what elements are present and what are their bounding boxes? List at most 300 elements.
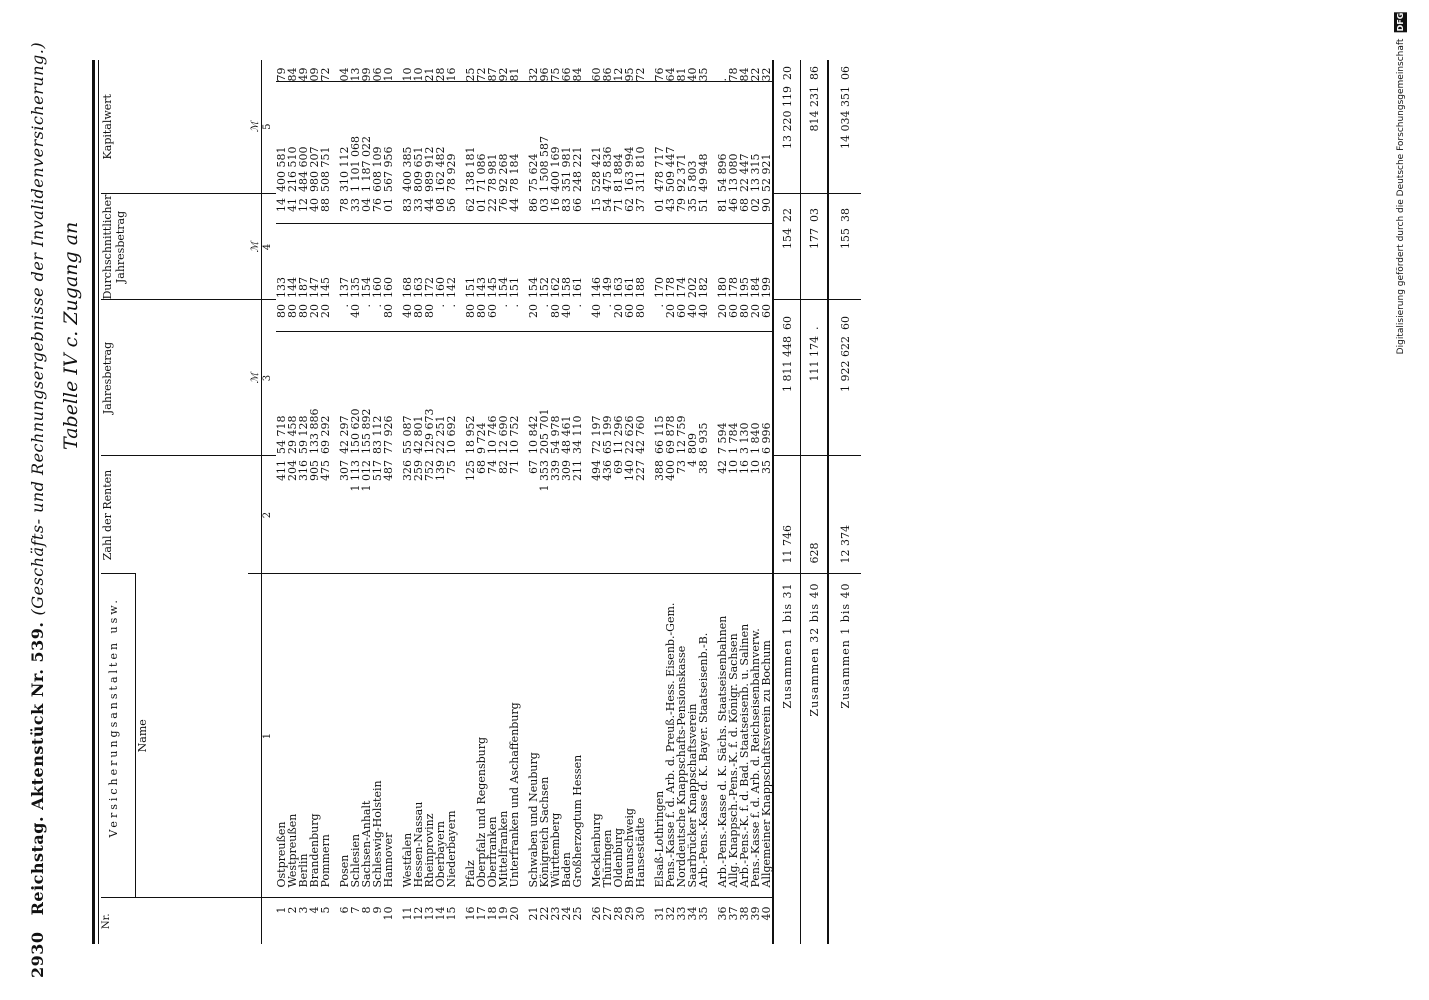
jahresbetrag-pf: 80 [549, 303, 562, 318]
row-number: 27 [602, 898, 613, 944]
table-body [276, 60, 861, 944]
kapitalwert-mark: 809 651 [413, 82, 424, 194]
jahresbetrag-mark: 34 110 [572, 332, 583, 456]
totals-durchschnitt-pf: 38 [828, 194, 861, 224]
row-name: Thüringen [602, 574, 613, 898]
renten-count: 38 [697, 460, 710, 474]
totals-kapitalwert-pf: 06 [838, 65, 852, 80]
durchschnitt-mark: 151 [509, 224, 520, 300]
data-table [101, 60, 861, 944]
credit-text: Digitalisierung gefördert durch die Deutsche Forschungsgemeinschaft [1396, 38, 1406, 355]
renten-count: 82 [497, 460, 510, 474]
jahresbetrag-pf: . [371, 303, 384, 308]
row-number: 33 [676, 898, 687, 944]
totals-jahresbetrag-pf: 60 [828, 300, 861, 332]
kapitalwert-pf: 81 [508, 67, 521, 82]
col-header-kapitalwert: Kapitalwert [101, 94, 114, 160]
durchschnitt-pf: 78 [338, 197, 351, 212]
durchschnitt-mark: 160 [383, 224, 394, 300]
row-name: Schlesien [350, 574, 361, 898]
kapitalwert-mark: 478 717 [654, 82, 665, 194]
column-number: 2 [262, 456, 277, 574]
totals-durchschnitt-mark: 155 [838, 227, 852, 249]
durchschnitt-pf: 44 [508, 197, 521, 212]
table-row [446, 60, 457, 944]
totals-label: Zusammen 1 bis 31 [773, 574, 801, 944]
row-number: 15 [446, 898, 457, 944]
jahresbetrag-pf: 20 [308, 303, 321, 318]
totals-durchschnitt-pf: 03 [801, 194, 829, 224]
durchschnitt-pf: 04 [360, 197, 373, 212]
group-spacer [583, 60, 591, 944]
totals-label: Zusammen 32 bis 40 [801, 574, 829, 944]
durchschnitt-pf: 08 [434, 197, 447, 212]
kapitalwert-mark: 92 268 [498, 82, 509, 194]
jahresbetrag-mark: 809 [687, 332, 698, 456]
durchschnitt-mark: 154 [498, 224, 509, 300]
row-name: Württemberg [550, 574, 561, 898]
page-header [28, 42, 47, 978]
table-title: Tabelle IV c. Zugang an [60, 221, 82, 450]
table-row [550, 60, 561, 944]
group-spacer [457, 60, 465, 944]
jahresbetrag-pf: 80 [275, 303, 288, 318]
durchschnitt-pf: 90 [760, 197, 773, 212]
totals-kapitalwert-mark: 13 220 119 [773, 82, 801, 194]
jahresbetrag-pf: 40 [686, 303, 699, 318]
kapitalwert-mark: 1 508 587 [539, 82, 550, 194]
kapitalwert-pf: 76 [653, 67, 666, 82]
kapitalwert-pf: 10 [412, 67, 425, 82]
durchschnitt-pf: 81 [716, 197, 729, 212]
column-number: 4 [262, 194, 277, 300]
row-name: Niederbayern [446, 574, 457, 898]
kapitalwert-mark: 980 207 [309, 82, 320, 194]
jahresbetrag-pf: 40 [560, 303, 573, 318]
jahresbetrag-pf: . [445, 303, 458, 308]
renten-count: 307 [338, 460, 351, 481]
durchschnitt-pf: 41 [286, 197, 299, 212]
totals-jahresbetrag-mark: 111 174 [801, 332, 829, 456]
durchschnitt-mark: 160 [435, 224, 446, 300]
jahresbetrag-pf: . [338, 303, 351, 308]
row-name: Mecklenburg [591, 574, 602, 898]
jahresbetrag-mark: 29 458 [287, 332, 298, 456]
renten-count: 67 [527, 460, 540, 474]
row-name: Pens.-Kasse f. d. Arb. d. Reichseisenbahnverw. [750, 574, 761, 898]
kapitalwert-pf: 99 [360, 67, 373, 82]
durchschnitt-mark: 154 [528, 224, 539, 300]
durchschnitt-mark: 133 [276, 224, 287, 300]
durchschnitt-pf: 12 [297, 197, 310, 212]
jahresbetrag-mark: 10 752 [509, 332, 520, 456]
durchschnitt-pf: 22 [486, 197, 499, 212]
jahresbetrag-mark: 6 935 [698, 332, 709, 456]
renten-count: 316 [297, 460, 310, 481]
row-number: 30 [635, 898, 646, 944]
row-name: Hansestädte [635, 574, 646, 898]
unit-label: ℳ [250, 121, 261, 133]
durchschnitt-pf: 01 [653, 197, 666, 212]
kapitalwert-mark: 92 371 [676, 82, 687, 194]
kapitalwert-pf: 96 [538, 67, 551, 82]
jahresbetrag-pf: 40 [590, 303, 603, 318]
row-name: Westpreußen [287, 574, 298, 898]
jahresbetrag-mark: 72 197 [591, 332, 602, 456]
col-group-header: Versicherungsanstalten usw. [101, 574, 136, 898]
renten-count: 16 [738, 460, 751, 474]
kapitalwert-mark: 509 447 [665, 82, 676, 194]
kapitalwert-mark: 138 181 [465, 82, 476, 194]
jahresbetrag-mark: 11 296 [613, 332, 624, 456]
row-name: Hessen-Nassau [413, 574, 424, 898]
row-name: Brandenburg [309, 574, 320, 898]
row-number: 5 [320, 898, 331, 944]
durchschnitt-mark: 151 [465, 224, 476, 300]
row-name: Elsaß-Lothringen [654, 574, 665, 898]
durchschnitt-mark: 184 [750, 224, 761, 300]
kapitalwert-pf: 22 [749, 67, 762, 82]
row-name: Unterfranken und Aschaffenburg [509, 574, 520, 898]
row-name: Oberfranken [487, 574, 498, 898]
table-row [287, 60, 298, 944]
jahresbetrag-mark: 133 886 [309, 332, 320, 456]
renten-count: 487 [382, 460, 395, 481]
jahresbetrag-mark: 42 297 [339, 332, 350, 456]
renten-count: 73 [675, 460, 688, 474]
row-number: 18 [487, 898, 498, 944]
jahresbetrag-mark: 3 130 [739, 332, 750, 456]
row-name: Oldenburg [613, 574, 624, 898]
row-name: Großherzogtum Hessen [572, 574, 583, 898]
renten-count: 4 [686, 460, 699, 467]
row-name: Schleswig-Holstein [372, 574, 383, 898]
durchschnitt-pf: 02 [749, 197, 762, 212]
totals-label: Zusammen 1 bis 40 [828, 574, 861, 944]
durchschnitt-mark: 146 [591, 224, 602, 300]
jahresbetrag-mark: 205 701 [539, 332, 550, 456]
kapitalwert-mark: 400 385 [402, 82, 413, 194]
row-number: 23 [550, 898, 561, 944]
jahresbetrag-pf: 20 [527, 303, 540, 318]
durchschnitt-mark: 154 [361, 224, 372, 300]
row-number: 2 [287, 898, 298, 944]
kapitalwert-mark: 567 956 [383, 82, 394, 194]
document-title: Reichstag. Aktenstück Nr. 539. [28, 621, 47, 916]
jahresbetrag-pf: 80 [634, 303, 647, 318]
durchschnitt-pf: 43 [664, 197, 677, 212]
row-number: 14 [435, 898, 446, 944]
durchschnitt-mark: 149 [602, 224, 613, 300]
kapitalwert-pf: 92 [497, 67, 510, 82]
kapitalwert-pf: 84 [571, 67, 584, 82]
row-number: 19 [498, 898, 509, 944]
table-row [635, 60, 646, 944]
row-number: 21 [528, 898, 539, 944]
row-number: 32 [665, 898, 676, 944]
row-name: Berlin [298, 574, 309, 898]
row-number: 35 [698, 898, 709, 944]
totals-renten: 11 746 [773, 456, 801, 574]
jahresbetrag-mark: 10 842 [528, 332, 539, 456]
jahresbetrag-mark: 59 128 [298, 332, 309, 456]
durchschnitt-mark: 195 [739, 224, 750, 300]
jahresbetrag-mark: 1 840 [750, 332, 761, 456]
kapitalwert-pf: 79 [275, 67, 288, 82]
table-row [539, 60, 550, 944]
totals-kapitalwert-mark: 814 231 [801, 82, 829, 194]
row-number: 36 [717, 898, 728, 944]
jahresbetrag-mark: 42 801 [413, 332, 424, 456]
totals-durchschnitt-pf: 22 [773, 194, 801, 224]
kapitalwert-mark: 162 482 [435, 82, 446, 194]
durchschnitt-pf: 01 [475, 197, 488, 212]
row-number: 1 [276, 898, 287, 944]
jahresbetrag-pf: 60 [760, 303, 773, 318]
jahresbetrag-pf: 40 [349, 303, 362, 318]
kapitalwert-pf: 78 [727, 67, 740, 82]
kapitalwert-pf: 95 [623, 67, 636, 82]
kapitalwert-pf: 04 [338, 67, 351, 82]
row-name: Sachsen-Anhalt [361, 574, 372, 898]
jahresbetrag-mark: 69 292 [320, 332, 331, 456]
row-name: Braunschweig [624, 574, 635, 898]
unit-label: ℳ [250, 372, 261, 384]
jahresbetrag-mark: 155 892 [361, 332, 372, 456]
jahresbetrag-pf: 80 [412, 303, 425, 318]
jahresbetrag-mark: 69 878 [665, 332, 676, 456]
column-number: 3 [262, 300, 277, 456]
column-number: 1 [262, 574, 277, 898]
table-row [320, 60, 331, 944]
row-number: 17 [476, 898, 487, 944]
jahresbetrag-mark: 83 112 [372, 332, 383, 456]
durchschnitt-mark: 199 [761, 224, 773, 300]
row-number: 24 [561, 898, 572, 944]
row-name: Ostpreußen [276, 574, 287, 898]
jahresbetrag-mark: 55 087 [402, 332, 413, 456]
totals-jahresbetrag-mark: 1 922 622 [838, 336, 852, 392]
durchschnitt-pf: 33 [412, 197, 425, 212]
durchschnitt-mark: 178 [665, 224, 676, 300]
row-number: 12 [413, 898, 424, 944]
row-name: Hannover [383, 574, 394, 898]
renten-count: 411 [275, 460, 288, 481]
jahresbetrag-pf: . [508, 303, 521, 308]
jahresbetrag-mark: 66 115 [654, 332, 665, 456]
kapitalwert-mark: 78 184 [509, 82, 520, 194]
durchschnitt-pf: 68 [738, 197, 751, 212]
durchschnitt-pf: 03 [538, 197, 551, 212]
table-row [624, 60, 635, 944]
col-header-nr: Nr. [101, 898, 248, 944]
row-name: Baden [561, 574, 572, 898]
row-number: 25 [572, 898, 583, 944]
kapitalwert-mark: 71 086 [476, 82, 487, 194]
kapitalwert-mark: 81 884 [613, 82, 624, 194]
jahresbetrag-mark: 1 784 [728, 332, 739, 456]
durchschnitt-mark: 135 [350, 224, 361, 300]
table-row [298, 60, 309, 944]
jahresbetrag-pf: 80 [475, 303, 488, 318]
kapitalwert-mark: 52 921 [761, 82, 773, 194]
kapitalwert-mark: 400 169 [550, 82, 561, 194]
totals-renten: 12 374 [828, 456, 861, 574]
totals-jahresbetrag-pf: 60 [773, 300, 801, 332]
durchschnitt-pf: 76 [497, 197, 510, 212]
jahresbetrag-pf: 20 [319, 303, 332, 318]
durchschnitt-mark: 147 [309, 224, 320, 300]
jahresbetrag-mark: 7 594 [717, 332, 728, 456]
row-number: 3 [298, 898, 309, 944]
renten-count: 69 [612, 460, 625, 474]
row-name: Oberpfalz und Regensburg [476, 574, 487, 898]
jahresbetrag-mark: 10 692 [446, 332, 457, 456]
row-number: 29 [624, 898, 635, 944]
kapitalwert-mark: 508 751 [320, 82, 331, 194]
row-name: Pens.-Kasse f. d. Arb. d. Preuß.-Hess. Eisenb.-Gem. [665, 574, 676, 898]
kapitalwert-pf: 16 [445, 67, 458, 82]
table-row [698, 60, 709, 944]
kapitalwert-mark: 484 600 [298, 82, 309, 194]
kapitalwert-pf: 49 [297, 67, 310, 82]
kapitalwert-pf: 72 [475, 67, 488, 82]
row-name: Norddeutsche Knappschafts-Pensionskasse [676, 574, 687, 898]
durchschnitt-pf: 76 [371, 197, 384, 212]
renten-count: 71 [508, 460, 521, 474]
renten-count: 475 [319, 460, 332, 481]
row-name: Arb.-Pens.-Kasse d. K. Bayer. Staatseisenb.-B. [698, 574, 709, 898]
durchschnitt-mark: 163 [613, 224, 624, 300]
jahresbetrag-pf: . [653, 303, 666, 308]
kapitalwert-mark: 163 994 [624, 82, 635, 194]
kapitalwert-pf: 84 [286, 67, 299, 82]
durchschnitt-pf: 83 [560, 197, 573, 212]
kapitalwert-pf: 21 [423, 67, 436, 82]
row-number: 11 [402, 898, 413, 944]
jahresbetrag-pf: 60 [675, 303, 688, 318]
jahresbetrag-pf: 60 [486, 303, 499, 318]
durchschnitt-pf: 01 [382, 197, 395, 212]
jahresbetrag-pf: 20 [716, 303, 729, 318]
durchschnitt-mark: 187 [298, 224, 309, 300]
kapitalwert-pf: 35 [697, 67, 710, 82]
jahresbetrag-pf: . [538, 303, 551, 308]
kapitalwert-mark: 989 912 [424, 82, 435, 194]
table-row [476, 60, 487, 944]
row-name: Pfalz [465, 574, 476, 898]
table-row [383, 60, 394, 944]
row-number: 9 [372, 898, 383, 944]
renten-count: 339 [549, 460, 562, 481]
kapitalwert-mark: 49 948 [698, 82, 709, 194]
kapitalwert-pf: 32 [527, 67, 540, 82]
durchschnitt-mark: 202 [687, 224, 698, 300]
totals-durchschnitt-mark: 154 [773, 224, 801, 300]
totals-jahresbetrag-pf: . [801, 300, 829, 332]
durchschnitt-mark: 152 [539, 224, 550, 300]
kapitalwert-pf: 86 [601, 67, 614, 82]
renten-count: 494 [590, 460, 603, 481]
renten-count: 905 [308, 460, 321, 481]
durchschnitt-mark: 161 [624, 224, 635, 300]
jahresbetrag-pf: 80 [738, 303, 751, 318]
kapitalwert-pf: 84 [738, 67, 751, 82]
kapitalwert-pf: 60 [590, 67, 603, 82]
durchschnitt-pf: 14 [275, 197, 288, 212]
row-name: Posen [339, 574, 350, 898]
renten-count: 204 [286, 460, 299, 481]
kapitalwert-mark: 5 803 [687, 82, 698, 194]
row-number: 20 [509, 898, 520, 944]
header-rule-thin [98, 60, 99, 944]
group-spacer [331, 60, 339, 944]
durchschnitt-mark: 144 [287, 224, 298, 300]
jahresbetrag-mark: 10 746 [487, 332, 498, 456]
kapitalwert-mark: 216 510 [287, 82, 298, 194]
durchschnitt-pf: 71 [612, 197, 625, 212]
renten-count: 139 [434, 460, 447, 481]
jahresbetrag-mark: 48 461 [561, 332, 572, 456]
table-row [309, 60, 320, 944]
totals-kapitalwert-mark: 14 034 351 [838, 85, 852, 149]
row-name: Westfalen [402, 574, 413, 898]
row-number: 13 [424, 898, 435, 944]
totals-row [828, 60, 861, 944]
durchschnitt-mark: 143 [476, 224, 487, 300]
renten-count: 211 [571, 460, 584, 481]
durchschnitt-pf: 62 [464, 197, 477, 212]
table-row [413, 60, 424, 944]
jahresbetrag-pf: . [601, 303, 614, 308]
jahresbetrag-pf: 80 [382, 303, 395, 318]
renten-count: 125 [464, 460, 477, 481]
table-row [761, 60, 773, 944]
kapitalwert-pf: 72 [319, 67, 332, 82]
kapitalwert-mark: 310 112 [339, 82, 350, 194]
durchschnitt-mark: 174 [676, 224, 687, 300]
jahresbetrag-pf: 20 [749, 303, 762, 318]
jahresbetrag-mark: 65 199 [602, 332, 613, 456]
durchschnitt-pf: 51 [697, 197, 710, 212]
durchschnitt-pf: 35 [686, 197, 699, 212]
kapitalwert-mark: 78 929 [446, 82, 457, 194]
jahresbetrag-pf: . [571, 303, 584, 308]
jahresbetrag-mark: 18 952 [465, 332, 476, 456]
jahresbetrag-pf: 80 [286, 303, 299, 318]
kapitalwert-pf: 12 [612, 67, 625, 82]
dfg-logo: DFG [1396, 13, 1405, 32]
totals-renten: 628 [801, 456, 829, 574]
durchschnitt-mark: 160 [372, 224, 383, 300]
jahresbetrag-mark: 129 673 [424, 332, 435, 456]
durchschnitt-pf: 40 [308, 197, 321, 212]
kapitalwert-mark: 351 981 [561, 82, 572, 194]
unit-label: ℳ [250, 241, 261, 253]
jahresbetrag-pf: 40 [401, 303, 414, 318]
row-number: 31 [654, 898, 665, 944]
durchschnitt-mark: 145 [320, 224, 331, 300]
jahresbetrag-pf: 60 [623, 303, 636, 318]
kapitalwert-pf: 81 [675, 67, 688, 82]
totals-kapitalwert-pf: 20 [773, 60, 801, 82]
jahresbetrag-pf: 20 [664, 303, 677, 318]
durchschnitt-mark: 178 [728, 224, 739, 300]
durchschnitt-mark: 182 [698, 224, 709, 300]
durchschnitt-mark: 158 [561, 224, 572, 300]
kapitalwert-pf: 66 [560, 67, 573, 82]
kapitalwert-pf: 28 [434, 67, 447, 82]
